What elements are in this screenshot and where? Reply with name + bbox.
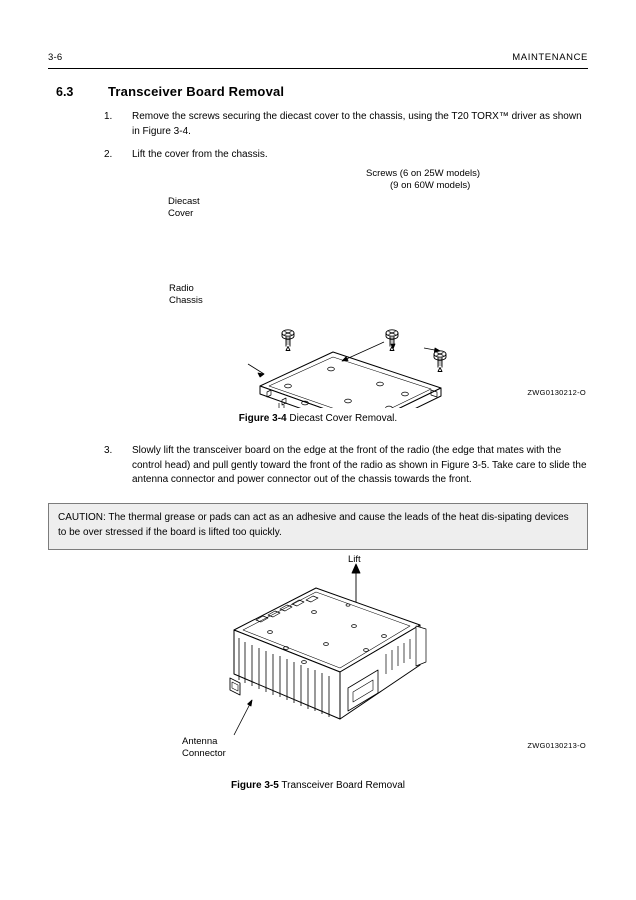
list-item — [104, 110, 588, 139]
figure-3-4 — [48, 158, 588, 408]
antenna-connector-label: Antenna Connector — [182, 736, 226, 759]
step-text: Remove the screws securing the diecast cover to the chassis, using the T20 TORX™ driver as shown in Figure 3-4. — [132, 111, 582, 137]
step-number: 3. — [104, 445, 113, 456]
transceiver-board-removal-illustration — [48, 550, 588, 780]
header-chapter-title: MAINTENANCE — [512, 52, 588, 63]
figure-3-4-caption-label: Figure 3-4 — [238, 413, 287, 424]
step-text: Lift the cover from the chassis. — [132, 149, 268, 160]
caution-box: CAUTION: The thermal grease or pads can act as an adhesive and cause the leads of the heat dis-sipating devices to be over stressed if the board is lifted too quickly. — [48, 503, 588, 550]
list-item — [104, 444, 588, 488]
section-number: 6.3 — [56, 85, 74, 99]
page-header — [48, 52, 588, 63]
procedure-steps-bottom — [104, 444, 588, 497]
drawing-id-figure-3-4: ZWG0130212-O — [527, 388, 586, 397]
figure-3-4-caption — [0, 413, 636, 424]
figure-3-5-caption — [0, 780, 636, 791]
figure-3-5-caption-label: Figure 3-5 — [231, 780, 279, 791]
step-number: 2. — [104, 149, 113, 160]
radio-chassis-label: Radio Chassis — [169, 283, 203, 306]
figure-3-4-caption-text: Diecast Cover Removal. — [286, 413, 398, 424]
step-number: 1. — [104, 111, 113, 122]
figure-3-5 — [48, 550, 588, 800]
section-title: Transceiver Board Removal — [108, 84, 285, 99]
section-heading — [56, 84, 588, 99]
step-text: Slowly lift the transceiver board on the edge at the front of the radio (the edge that mates with the control head) and pull gently toward the front of the radio as shown in Figure 3-5. Take care to slide the antenna connector and power connector out of the chassis towards the front. — [132, 445, 587, 485]
screws-label: Screws (6 on 25W models) (9 on 60W models) — [366, 168, 481, 191]
lift-label: Lift — [348, 554, 361, 565]
figure-3-5-caption-text: Transceiver Board Removal — [278, 780, 405, 791]
diecast-cover-label: Diecast Cover — [168, 196, 200, 219]
diecast-cover-exploded-illustration — [48, 158, 588, 408]
header-divider — [48, 68, 588, 69]
header-page-number: 3-6 — [48, 52, 63, 63]
drawing-id-figure-3-5: ZWG0130213-O — [527, 741, 586, 750]
